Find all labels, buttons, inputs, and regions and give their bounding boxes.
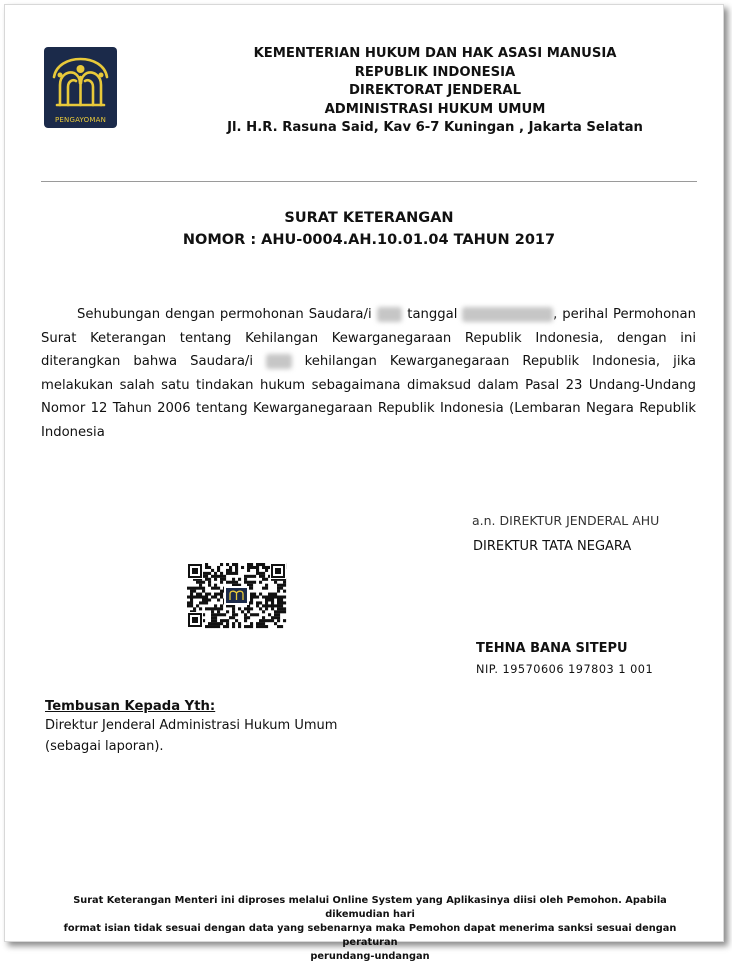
body-paragraph: Sehubungan dengan permohonan Saudara/i tanggal , perihal Permohonan Surat Keterangan tentang Kehilangan Kewarganegaraan Republik Indonesia, dengan ini diterangkan bahwa Saudara/i kehilangan Kewarganegaraan Republik Indonesia, jika melakukan salah satu tindakan hukum sebagaimana dimaksud dalam Pasal 23 Undang-Undang Nomor 12 Tahun 2006 tentang Kewarganegaraan Republik Indonesia (Lembaran Negara Republik Indonesia <box>41 307 696 440</box>
tembusan-note: (sebagai laporan). <box>45 739 164 754</box>
disclaimer-footer: Surat Keterangan Menteri ini diproses melalui Online System yang Aplikasinya diisi oleh Pemohon. Apabila dikemudian hari format isian tidak sesuai dengan data yang sebenarnya maka Pemohon dapat menerima sanksi sesuai dengan peraturan perundang-undangan <box>63 895 677 962</box>
qr-code <box>187 563 286 628</box>
country-name: REPUBLIK INDONESIA <box>354 64 516 80</box>
signatory-office: DIREKTUR TATA NEGARA <box>473 539 632 554</box>
tembusan-heading: Tembusan Kepada Yth: <box>45 699 216 714</box>
letter-number: NOMOR : AHU-0004.AH.10.01.04 TAHUN 2017 <box>182 232 556 248</box>
office-address: Jl. H.R. Rasuna Said, Kav 6-7 Kuningan , Jakarta Selatan <box>227 120 643 135</box>
signatory-nip: NIP. 19570606 197803 1 001 <box>476 663 654 676</box>
signatory-name: TEHNA BANA SITEPU <box>476 641 628 656</box>
logo-caption: PENGAYOMAN <box>54 116 107 124</box>
directorate-name: ADMINISTRASI HUKUM UMUM <box>324 101 546 117</box>
letter-body <box>41 303 696 440</box>
kemenkumham-logo <box>44 47 117 128</box>
header-divider <box>41 181 697 182</box>
redacted-name <box>377 307 403 322</box>
tembusan-recipient: Direktur Jenderal Administrasi Hukum Umum <box>45 718 338 733</box>
ministry-name: KEMENTERIAN HUKUM DAN HAK ASASI MANUSIA <box>253 46 617 61</box>
signature-header-fragment: a.n. DIREKTUR JENDERAL AHU <box>472 513 660 528</box>
document-page <box>4 4 724 962</box>
letterhead <box>205 45 665 138</box>
letter-title <box>41 207 697 251</box>
pengayoman-emblem-icon <box>44 47 117 117</box>
letter-heading: SURAT KETERANGAN <box>284 210 454 226</box>
redacted-date <box>462 307 553 322</box>
directorate-general: DIREKTORAT JENDERAL <box>348 83 522 98</box>
redacted-name-2 <box>266 354 292 369</box>
